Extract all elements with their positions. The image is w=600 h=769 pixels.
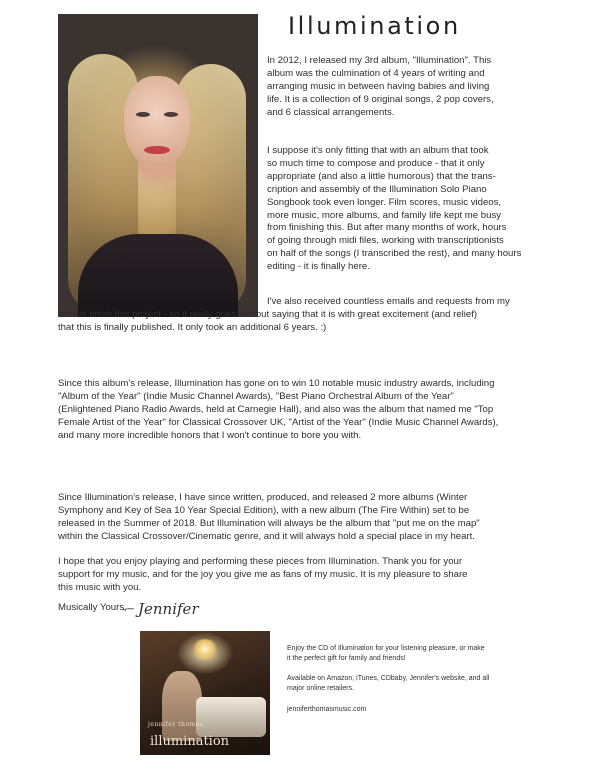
portrait-face <box>124 76 190 168</box>
album-artist: jennifer thomas <box>148 721 204 728</box>
website-link[interactable]: jenniferthomasmusic.com <box>287 706 367 713</box>
cd-availability-text: Available on Amazon, iTunes, CDbaby, Jennifer's website, and all major online retailers. <box>287 675 490 692</box>
svg-text:Jennifer: Jennifer <box>138 600 199 618</box>
paragraph-thanks: I hope that you enjoy playing and performing these pieces from Illumination. Thank you for your support for my music, and for the joy you give me as fans of my music. It is my pleasure to share this music with you. <box>58 556 468 593</box>
page-title: Illumination <box>288 12 461 40</box>
portrait-eye-right <box>164 112 178 117</box>
signature-image <box>118 590 238 626</box>
paragraph-songbook: I suppose it's only fitting that with an album that took so much time to compose and produce - that it only appropriate (and also a little humorous) that the trans- cription and assembly of the Illumination Solo Piano Songbook took even longer. Film scores, music videos, more music, more albums, and family life kept me busy from finishing this. But after many months of work, hours of going through midi files, working with transcriptionists on half of the songs (I transcribed the rest), and many hours editing - it is finally here. <box>267 145 522 273</box>
artist-portrait <box>58 14 258 317</box>
paragraph-later-albums: Since Illumination's release, I have since written, produced, and released 2 more albums (Winter Symphony and Key of Sea 10 Year Special Edition), with a new album (The Fire Within) set to be released in the Summer of 2018. But Illumination will always be the album that "put me on the map" within the Classical Crossover/Cinematic genre, and it will always hold a special place in my heart. <box>58 492 480 542</box>
paragraph-requests-start: I've also received countless emails and requests from my <box>267 296 510 307</box>
portrait-shoulders <box>78 234 238 317</box>
album-cover <box>140 631 270 755</box>
album-cover-text <box>148 711 270 749</box>
album-chandelier <box>192 639 218 659</box>
paragraph-requests-continued: fans to finish this project - so it really goes without saying that it is with great excitement (and relief) that this is finally published. It only took an additional 6 years. :) <box>58 309 478 333</box>
album-title: illumination <box>150 734 230 749</box>
paragraph-intro: In 2012, I released my 3rd album, "Illumination". This album was the culmination of 4 years of writing and arranging music in between having babies and living life. It is a collection of 9 original songs, 2 pop covers, and 6 classical arrangements. <box>267 55 494 118</box>
paragraph-awards: Since this album's release, Illumination has gone on to win 10 notable music industry awards, including "Album of the Year" (Indie Music Channel Awards), "Best Piano Orchestral Album of the Year" (Enlightened Piano Radio Awards, held at Carnegie Hall), and also was the album that named me "Top Female Artist of the Year" for Classical Crossover UK, "Artist of the Year" (Indie Music Channel Awards), and many more incredible honors that I won't continue to bore you with. <box>58 378 499 441</box>
portrait-lips <box>144 146 170 154</box>
portrait-eye-left <box>136 112 150 117</box>
cd-promo-text: Enjoy the CD of Illumination for your listening pleasure, or make it the perfect gift for family and friends! <box>287 645 485 662</box>
closing-salutation: Musically Yours, <box>58 602 127 613</box>
